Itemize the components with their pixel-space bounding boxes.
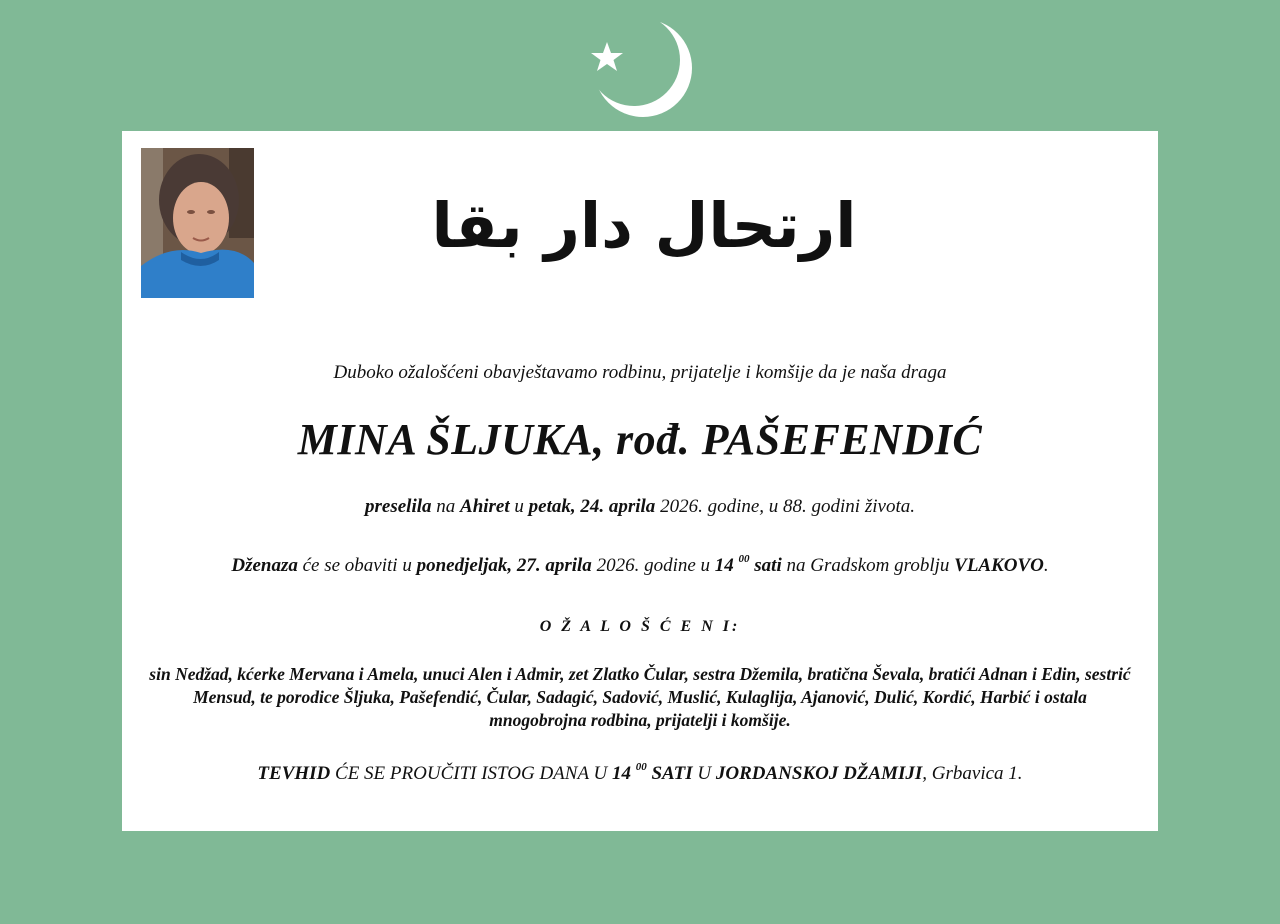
deceased-name: MINA ŠLJUKA, rođ. PAŠEFENDIĆ: [297, 415, 983, 464]
arabic-calligraphy: [431, 155, 857, 290]
crescent-and-star-icon: [586, 18, 694, 120]
mourners-list: sin Nedžad, kćerke Mervana i Amela, unuci Alen i Admir, zet Zlatko Čular, sestra Džemila, bratična Ševala, bratići Adnan i Edin, sestrić Mensud, te porodice Šljuka, Pašefendić, Čular, Sadagić, Sadović, Muslić, Kulaglija, Ajanović, Dulić, Kordić, Harbić i ostala mnogobrojna rodbina, prijatelji i komšije.: [149, 664, 1131, 730]
mourners-heading: O Ž A L O Š Ć E N I:: [539, 618, 741, 635]
passing-statement: preselila na Ahiret u petak, 24. aprila 2026. godine, u 88. godini života.: [365, 496, 915, 517]
funeral-details: Dženaza će se obaviti u ponedjeljak, 27. aprila 2026. godine u 14 $^{00}$ sati na Gradskom groblju VLAKOVO.: [231, 553, 1049, 576]
obituary-card: [122, 131, 1158, 831]
svg-text:ارتحال دار بقا: ارتحال دار بقا: [431, 189, 857, 262]
portrait-photo: [141, 148, 254, 298]
intro-text: Duboko ožalošćeni obavještavamo rodbinu, prijatelje i komšije da je naša draga: [333, 362, 947, 383]
tevhid-details: TEVHID ĆE SE PROUČITI ISTOG DANA U 14 $^{00}$ SATI U JORDANSKOJ DŽAMIJI, Grbavica 1.: [257, 761, 1023, 784]
